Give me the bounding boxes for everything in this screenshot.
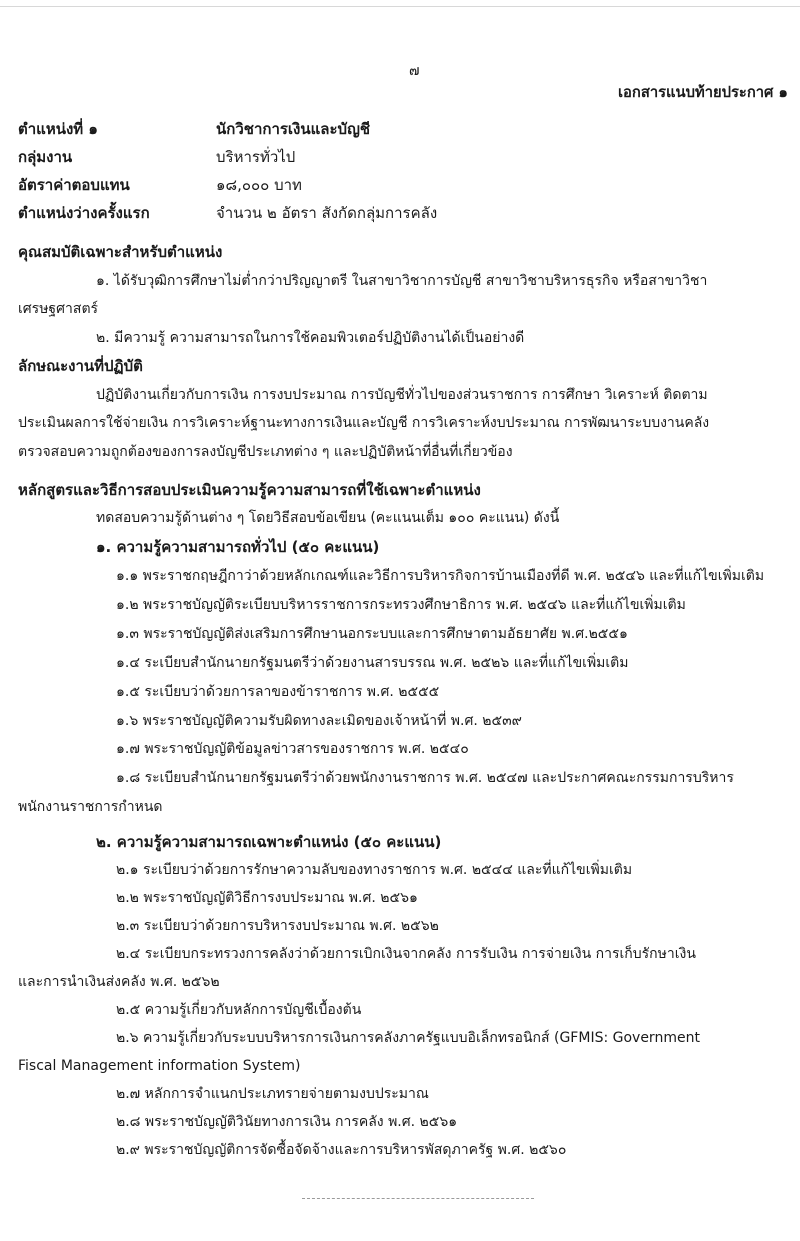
end-of-page-dashed-line xyxy=(302,1198,534,1199)
section-2-item: ๒.๘ พระราชบัญญัติวินัยทางการเงิน การคลัง พ.ศ. ๒๕๖๑ xyxy=(116,1114,458,1130)
section-2-item: ๒.๓ ระเบียบว่าด้วยการบริหารงบประมาณ พ.ศ. ๒๕๖๒ xyxy=(116,918,439,934)
pay-rate-value: ๑๘,๐๐๐ บาท xyxy=(216,176,302,194)
section-1-item: ๑.๓ พระราชบัญญัติส่งเสริมการศึกษานอกระบบและการศึกษาตามอัธยาศัย พ.ศ.๒๕๕๑ xyxy=(116,626,628,642)
section-2-item: ๒.๗ หลักการจำแนกประเภทรายจ่ายตามงบประมาณ xyxy=(116,1086,429,1102)
page-number: ๗ xyxy=(409,63,420,79)
section-2-item-6-cont: Fiscal Management information System) xyxy=(18,1058,301,1074)
section-2-item: ๒.๒ พระราชบัญญัติวิธีการงบประมาณ พ.ศ. ๒๕๖๑ xyxy=(116,890,418,906)
section-2-item: ๒.๙ พระราชบัญญัติการจัดซื้อจัดจ้างและการบริหารพัสดุภาครัฐ พ.ศ. ๒๕๖๐ xyxy=(116,1142,567,1158)
section-2-item-4-cont: และการนำเงินส่งคลัง พ.ศ. ๒๕๖๒ xyxy=(18,974,220,990)
qualification-item-1: ๑. ได้รับวุฒิการศึกษาไม่ต่ำกว่าปริญญาตรี ในสาขาวิชาการบัญชี สาขาวิชาบริหารธุรกิจ หรือสาขาวิชา xyxy=(96,273,708,289)
top-border-line xyxy=(0,6,800,7)
section-2-title: ๒. ความรู้ความสามารถเฉพาะตำแหน่ง (๕๐ คะแนน) xyxy=(96,833,442,851)
vacancy-label: ตำแหน่งว่างครั้งแรก xyxy=(18,204,150,222)
section-1-item: ๑.๑ พระราชกฤษฎีกาว่าด้วยหลักเกณฑ์และวิธีการบริหารกิจการบ้านเมืองที่ดี พ.ศ. ๒๕๔๖ และที่แก้ไขเพิ่มเติม xyxy=(116,568,765,584)
section-1-item: ๑.๗ พระราชบัญญัติข้อมูลข่าวสารของราชการ พ.ศ. ๒๕๔๐ xyxy=(116,741,469,757)
duties-heading: ลักษณะงานที่ปฏิบัติ xyxy=(18,357,143,375)
section-1-item-8-cont: พนักงานราชการกำหนด xyxy=(18,799,163,815)
section-1-item: ๑.๖ พระราชบัญญัติความรับผิดทางละเมิดของเจ้าหน้าที่ พ.ศ. ๒๕๓๙ xyxy=(116,713,522,729)
vacancy-value: จำนวน ๒ อัตรา สังกัดกลุ่มการคลัง xyxy=(216,204,438,222)
section-2-item: ๒.๑ ระเบียบว่าด้วยการรักษาความลับของทางราชการ พ.ศ. ๒๕๔๔ และที่แก้ไขเพิ่มเติม xyxy=(116,862,633,878)
qualification-item-1-cont: เศรษฐศาสตร์ xyxy=(18,301,99,317)
work-group-value: บริหารทั่วไป xyxy=(216,148,296,166)
qualification-item-2: ๒. มีความรู้ ความสามารถในการใช้คอมพิวเตอร์ปฏิบัติงานได้เป็นอย่างดี xyxy=(96,330,525,346)
duties-line-3: ตรวจสอบความถูกต้องของการลงบัญชีประเภทต่าง ๆ และปฏิบัติหน้าที่อื่นที่เกี่ยวข้อง xyxy=(18,444,513,460)
section-2-item: ๒.๔ ระเบียบกระทรวงการคลังว่าด้วยการเบิกเงินจากคลัง การรับเงิน การจ่ายเงิน การเก็บรักษาเงิน xyxy=(116,946,696,962)
section-1-title: ๑. ความรู้ความสามารถทั่วไป (๕๐ คะแนน) xyxy=(96,538,380,556)
position-number-label: ตำแหน่งที่ ๑ xyxy=(18,120,98,138)
exam-heading: หลักสูตรและวิธีการสอบประเมินความรู้ความสามารถที่ใช้เฉพาะตำแหน่ง xyxy=(18,481,481,499)
exam-intro: ทดสอบความรู้ด้านต่าง ๆ โดยวิธีสอบข้อเขียน (คะแนนเต็ม ๑๐๐ คะแนน) ดังนี้ xyxy=(96,510,560,526)
work-group-label: กลุ่มงาน xyxy=(18,148,73,166)
document-reference: เอกสารแนบท้ายประกาศ ๑ xyxy=(618,84,788,101)
duties-line-2: ประเมินผลการใช้จ่ายเงิน การวิเคราะห์ฐานะทางการเงินและบัญชี การวิเคราะห์งบประมาณ การพัฒนาระบบงานคลัง xyxy=(18,415,710,431)
section-1-item: ๑.๒ พระราชบัญญัติระเบียบบริหารราชการกระทรวงศึกษาธิการ พ.ศ. ๒๕๔๖ และที่แก้ไขเพิ่มเติม xyxy=(116,597,686,613)
position-title: นักวิชาการเงินและบัญชี xyxy=(216,120,371,138)
section-2-item: ๒.๕ ความรู้เกี่ยวกับหลักการบัญชีเบื้องต้น xyxy=(116,1002,362,1018)
section-1-item: ๑.๔ ระเบียบสำนักนายกรัฐมนตรีว่าด้วยงานสารบรรณ พ.ศ. ๒๕๒๖ และที่แก้ไขเพิ่มเติม xyxy=(116,655,629,671)
section-1-item: ๑.๘ ระเบียบสำนักนายกรัฐมนตรีว่าด้วยพนักงานราชการ พ.ศ. ๒๕๔๗ และประกาศคณะกรรมการบริหาร xyxy=(116,770,734,786)
section-1-item: ๑.๕ ระเบียบว่าด้วยการลาของข้าราชการ พ.ศ. ๒๕๕๕ xyxy=(116,684,440,700)
duties-line-1: ปฏิบัติงานเกี่ยวกับการเงิน การงบประมาณ การบัญชีทั่วไปของส่วนราชการ การศึกษา วิเคราะห์ ติดตาม xyxy=(96,387,708,403)
pay-rate-label: อัตราค่าตอบแทน xyxy=(18,176,130,194)
qualifications-heading: คุณสมบัติเฉพาะสำหรับตำแหน่ง xyxy=(18,243,223,261)
section-2-item: ๒.๖ ความรู้เกี่ยวกับระบบบริหารการเงินการคลังภาครัฐแบบอิเล็กทรอนิกส์ (GFMIS: Government xyxy=(116,1030,700,1046)
